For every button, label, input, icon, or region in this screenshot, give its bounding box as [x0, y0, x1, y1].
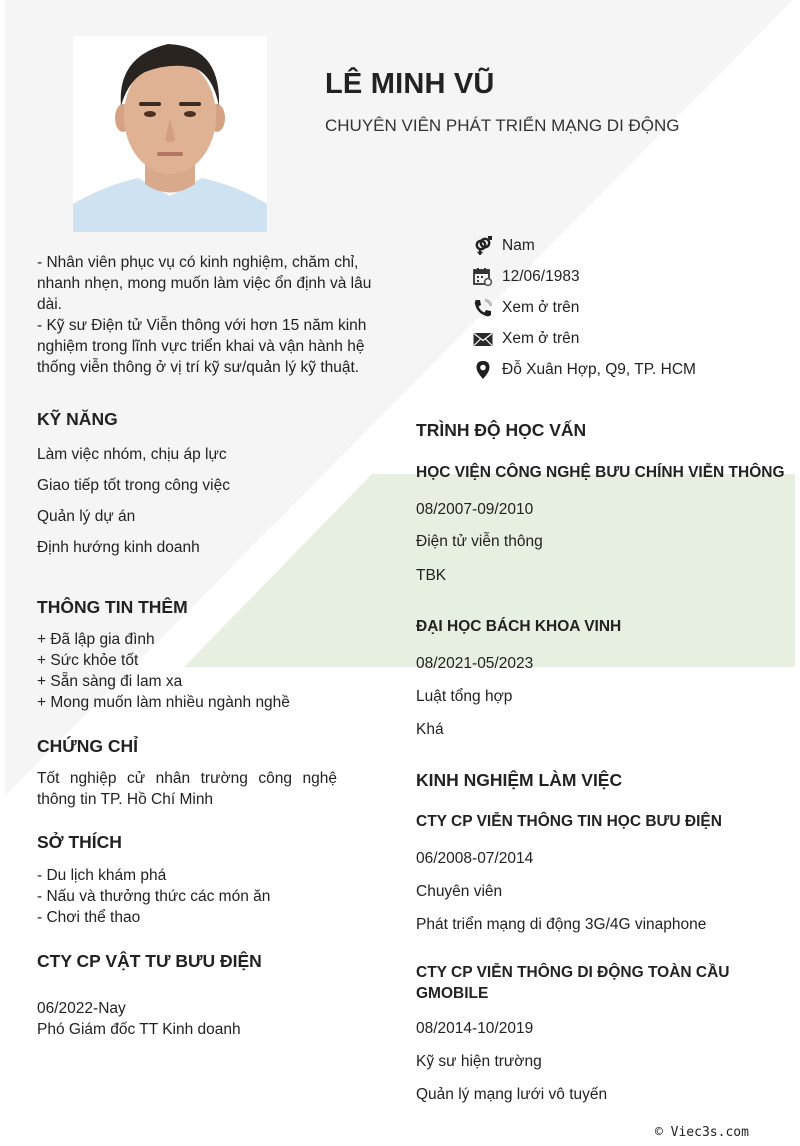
experience-heading: KINH NGHIỆM LÀM VIỆC	[416, 770, 623, 790]
experience-period: 08/2014-10/2019	[416, 1020, 534, 1037]
career-summary	[37, 252, 389, 378]
experience-description: Quản lý mạng lưới vô tuyến	[416, 1086, 608, 1103]
hobby-item: - Du lịch khám phá	[37, 867, 167, 884]
more-info-list	[37, 629, 290, 713]
education-school: HỌC VIỆN CÔNG NGHỆ BƯU CHÍNH VIỄN THÔNG	[416, 464, 785, 481]
contact-phone-value: Xem ở trên	[502, 298, 580, 316]
education-grade: TBK	[416, 567, 447, 584]
contact-email	[472, 323, 696, 354]
experience-role: Chuyên viên	[416, 883, 503, 900]
location-pin-icon	[472, 359, 494, 381]
contact-address	[472, 354, 696, 385]
hobby-item: - Nấu và thưởng thức các món ăn	[37, 888, 271, 905]
more-info-item: + Sẵn sàng đi lam xa	[37, 673, 183, 690]
skill-item: Làm việc nhóm, chịu áp lực	[37, 446, 227, 463]
copyright-footer: © Viec3s.com	[655, 1125, 749, 1140]
left-job-period: 06/2022-Nay	[37, 1000, 126, 1017]
contact-email-value: Xem ở trên	[502, 329, 580, 347]
certificates-heading: CHỨNG CHỈ	[37, 736, 139, 756]
contact-gender	[472, 230, 696, 261]
contact-address-value: Đỗ Xuân Hợp, Q9, TP. HCM	[502, 360, 696, 378]
hobbies-list	[37, 865, 270, 928]
skill-item: Định hướng kinh doanh	[37, 539, 200, 556]
more-info-item: + Mong muốn làm nhiều ngành nghề	[37, 694, 290, 711]
phone-icon	[472, 297, 494, 319]
hobby-item: - Chơi thể thao	[37, 909, 141, 926]
left-job-details	[37, 998, 241, 1040]
education-major: Điện tử viễn thông	[416, 533, 543, 550]
contact-phone	[472, 292, 696, 323]
summary-paragraph: - Kỹ sư Điện tử Viễn thông với hơn 15 năm kinh nghiệm trong lĩnh vực triển khai và vận hành hệ thống viễn thông ở vị trí kỹ sư/quản lý kỹ thuật.	[37, 317, 367, 376]
job-title: CHUYÊN VIÊN PHÁT TRIỂN MẠNG DI ĐỘNG	[325, 116, 680, 135]
mail-icon	[472, 328, 494, 350]
education-period: 08/2007-09/2010	[416, 501, 534, 518]
summary-paragraph: - Nhân viên phục vụ có kinh nghiệm, chăm chỉ, nhanh nhẹn, mong muốn làm việc ổn định và lâu dài.	[37, 254, 372, 313]
contact-birthdate-value: 12/06/1983	[502, 267, 580, 285]
certificate-text: Tốt nghiệp cử nhân trường công nghệ thông tin TP. Hồ Chí Minh	[37, 770, 337, 808]
calendar-icon	[472, 266, 494, 288]
contact-birthdate	[472, 261, 696, 292]
experience-period: 06/2008-07/2014	[416, 850, 534, 867]
experience-company: CTY CP VIỄN THÔNG TIN HỌC BƯU ĐIỆN	[416, 813, 722, 830]
hobbies-heading: SỞ THÍCH	[37, 832, 122, 852]
skills-heading: KỸ NĂNG	[37, 409, 118, 429]
education-period: 08/2021-05/2023	[416, 655, 534, 672]
education-grade: Khá	[416, 721, 444, 738]
left-job-role: Phó Giám đốc TT Kinh doanh	[37, 1021, 241, 1038]
more-info-item: + Sức khỏe tốt	[37, 652, 139, 669]
experience-role: Kỹ sư hiện trường	[416, 1053, 542, 1070]
education-major: Luật tổng hợp	[416, 688, 513, 705]
skill-item: Giao tiếp tốt trong công việc	[37, 477, 231, 494]
contact-info	[472, 230, 696, 385]
left-job-company: CTY CP VẬT TƯ BƯU ĐIỆN	[37, 951, 262, 971]
experience-company-line: CTY CP VIỄN THÔNG DI ĐỘNG TOÀN CẦU	[416, 964, 730, 981]
education-school: ĐẠI HỌC BÁCH KHOA VINH	[416, 618, 622, 635]
education-heading: TRÌNH ĐỘ HỌC VẤN	[416, 420, 587, 440]
more-info-heading: THÔNG TIN THÊM	[37, 597, 188, 617]
experience-company	[416, 962, 729, 1004]
contact-gender-value: Nam	[502, 236, 535, 254]
candidate-name: LÊ MINH VŨ	[325, 68, 495, 100]
gender-icon	[472, 235, 494, 257]
experience-description: Phát triển mạng di động 3G/4G vinaphone	[416, 916, 707, 933]
more-info-item: + Đã lập gia đình	[37, 631, 155, 648]
skill-item: Quản lý dự án	[37, 508, 136, 525]
profile-photo	[73, 36, 267, 232]
experience-company-line: GMOBILE	[416, 985, 489, 1002]
